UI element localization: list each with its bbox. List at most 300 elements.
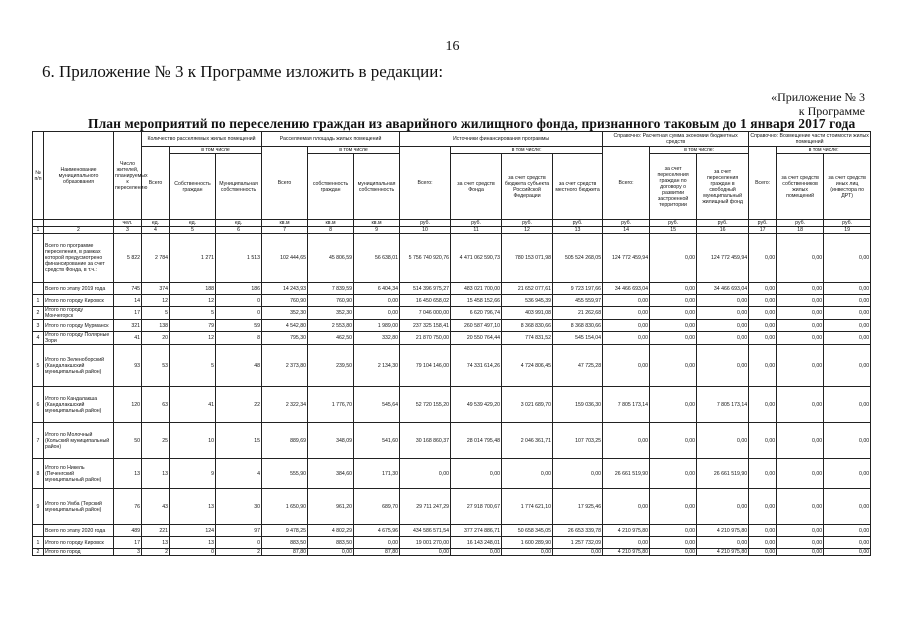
- value-cell: 93: [114, 345, 142, 387]
- value-cell: 374: [142, 283, 170, 295]
- value-cell: 0,00: [650, 387, 697, 423]
- value-cell: 26 661 519,90: [697, 459, 749, 489]
- value-cell: 13: [170, 537, 216, 549]
- value-cell: 0,00: [777, 459, 824, 489]
- table-row: [33, 345, 871, 387]
- column-number: 14: [603, 227, 650, 234]
- value-cell: 0,00: [824, 345, 871, 387]
- table-row: [33, 295, 871, 307]
- value-cell: 4 471 062 590,73: [451, 234, 502, 283]
- table-header: [33, 132, 871, 234]
- municipality-name: Всего по этапу 2019 года: [44, 283, 114, 295]
- value-cell: 0,00: [749, 549, 777, 556]
- value-cell: 0,00: [777, 320, 824, 332]
- value-cell: 0,00: [777, 295, 824, 307]
- table-row: [33, 549, 871, 556]
- value-cell: 0,00: [749, 525, 777, 537]
- value-cell: 15: [216, 423, 262, 459]
- header-area-incl: в том числе: [308, 147, 400, 154]
- value-cell: 14: [114, 295, 142, 307]
- table-row: [33, 387, 871, 423]
- municipality-name: Итого по Молочный (Кольский муниципальный район): [44, 423, 114, 459]
- column-numbers-row: [33, 227, 871, 234]
- value-cell: 0,00: [650, 537, 697, 549]
- value-cell: 4: [216, 459, 262, 489]
- value-cell: 5: [170, 345, 216, 387]
- unit-cell: ед.: [142, 220, 170, 227]
- value-cell: 403 991,08: [502, 307, 553, 320]
- value-cell: 59: [216, 320, 262, 332]
- value-cell: 4 210 975,80: [697, 549, 749, 556]
- value-cell: 0,00: [824, 423, 871, 459]
- column-number: 11: [451, 227, 502, 234]
- row-number: 6: [33, 387, 44, 423]
- value-cell: 2 322,34: [262, 387, 308, 423]
- value-cell: 780 153 071,98: [502, 234, 553, 283]
- value-cell: 239,50: [308, 345, 354, 387]
- municipality-name: Итого по городу Кировск: [44, 295, 114, 307]
- value-cell: 171,30: [354, 459, 400, 489]
- value-cell: 5 756 740 920,76: [400, 234, 451, 283]
- value-cell: 745: [114, 283, 142, 295]
- value-cell: 50 658 345,05: [502, 525, 553, 537]
- value-cell: 1 600 289,90: [502, 537, 553, 549]
- value-cell: 0,00: [650, 423, 697, 459]
- municipality-name: Итого по Зеленоборский (Кандалакшский муниципальный район): [44, 345, 114, 387]
- value-cell: 0,00: [777, 332, 824, 345]
- header-refund-other: за счет средств иных лиц (инвестора по ДРТ): [824, 154, 871, 220]
- header-savings-incl: в том числе:: [650, 147, 749, 154]
- annex-reference: [771, 90, 865, 118]
- value-cell: 13: [170, 489, 216, 525]
- column-number: 12: [502, 227, 553, 234]
- unit-cell: [33, 220, 44, 227]
- row-number: 8: [33, 459, 44, 489]
- annex-line-1: «Приложение № 3: [771, 90, 865, 104]
- value-cell: 17 925,46: [553, 489, 603, 525]
- value-cell: 52 720 155,20: [400, 387, 451, 423]
- value-cell: 2: [142, 549, 170, 556]
- value-cell: 0,00: [603, 295, 650, 307]
- value-cell: 0,00: [650, 549, 697, 556]
- unit-cell: кв.м: [308, 220, 354, 227]
- unit-cell: руб.: [502, 220, 553, 227]
- value-cell: 0,00: [824, 537, 871, 549]
- row-number: 9: [33, 489, 44, 525]
- value-cell: 961,20: [308, 489, 354, 525]
- value-cell: 0,00: [650, 345, 697, 387]
- column-number: 5: [170, 227, 216, 234]
- value-cell: 8 368 830,66: [502, 320, 553, 332]
- header-refund-group: Справочно: Возмещение части стоимости жилых помещений: [750, 133, 869, 145]
- value-cell: 5 822: [114, 234, 142, 283]
- value-cell: 4 802,29: [308, 525, 354, 537]
- column-number: 9: [354, 227, 400, 234]
- value-cell: 0,00: [400, 459, 451, 489]
- value-cell: 34 466 693,04: [697, 283, 749, 295]
- value-cell: 87,80: [354, 549, 400, 556]
- value-cell: 462,50: [308, 332, 354, 345]
- value-cell: 49 539 429,20: [451, 387, 502, 423]
- value-cell: 74 331 614,26: [451, 345, 502, 387]
- row-number: 7: [33, 423, 44, 459]
- value-cell: 8: [216, 332, 262, 345]
- value-cell: 377 274 886,71: [451, 525, 502, 537]
- column-number: 17: [749, 227, 777, 234]
- value-cell: 0: [216, 537, 262, 549]
- value-cell: 53: [142, 345, 170, 387]
- value-cell: 4 675,96: [354, 525, 400, 537]
- value-cell: 45 806,59: [308, 234, 354, 283]
- header-fund: за счет средств Фонда: [451, 154, 502, 220]
- value-cell: 541,60: [354, 423, 400, 459]
- header-name: Наименование муниципального образования: [44, 132, 114, 220]
- value-cell: 0,00: [697, 489, 749, 525]
- value-cell: 15 458 152,66: [451, 295, 502, 307]
- value-cell: 0,00: [308, 549, 354, 556]
- value-cell: 0,00: [824, 459, 871, 489]
- value-cell: 0,00: [553, 459, 603, 489]
- unit-cell: [44, 220, 114, 227]
- value-cell: 7 805 173,14: [697, 387, 749, 423]
- value-cell: 489: [114, 525, 142, 537]
- value-cell: 20 550 764,44: [451, 332, 502, 345]
- column-number: 18: [777, 227, 824, 234]
- value-cell: 545,64: [354, 387, 400, 423]
- column-number: 7: [262, 227, 308, 234]
- header-sources-total: Всего:: [400, 147, 451, 220]
- value-cell: 0,00: [354, 295, 400, 307]
- value-cell: 0,00: [749, 459, 777, 489]
- column-number: 2: [44, 227, 114, 234]
- value-cell: 97: [216, 525, 262, 537]
- value-cell: 0,00: [354, 537, 400, 549]
- value-cell: 19 001 270,00: [400, 537, 451, 549]
- value-cell: 76: [114, 489, 142, 525]
- value-cell: 514 396 975,27: [400, 283, 451, 295]
- value-cell: 0,00: [650, 234, 697, 283]
- value-cell: 0,00: [502, 459, 553, 489]
- value-cell: 2 373,80: [262, 345, 308, 387]
- value-cell: 30: [216, 489, 262, 525]
- value-cell: 48: [216, 345, 262, 387]
- value-cell: 0,00: [824, 295, 871, 307]
- value-cell: 0,00: [749, 295, 777, 307]
- value-cell: 124 772 459,94: [603, 234, 650, 283]
- value-cell: 2 784: [142, 234, 170, 283]
- municipality-name: Итого по Никель (Печенгский муниципальный район): [44, 459, 114, 489]
- value-cell: 56 638,01: [354, 234, 400, 283]
- value-cell: 0,00: [777, 549, 824, 556]
- value-cell: 0,00: [824, 525, 871, 537]
- value-cell: 13: [142, 537, 170, 549]
- value-cell: 0,00: [603, 345, 650, 387]
- value-cell: 260 587 497,10: [451, 320, 502, 332]
- value-cell: 0,00: [354, 307, 400, 320]
- header-own-citizens: Собственность граждан: [170, 154, 216, 220]
- value-cell: 34 466 693,04: [603, 283, 650, 295]
- table-row: [33, 537, 871, 549]
- value-cell: 0,00: [749, 489, 777, 525]
- value-cell: 332,80: [354, 332, 400, 345]
- value-cell: 0,00: [502, 549, 553, 556]
- value-cell: 0,00: [777, 489, 824, 525]
- unit-cell: руб.: [650, 220, 697, 227]
- value-cell: 16 450 658,02: [400, 295, 451, 307]
- value-cell: 0,00: [749, 320, 777, 332]
- value-cell: 6 404,34: [354, 283, 400, 295]
- value-cell: 0,00: [777, 525, 824, 537]
- value-cell: 107 703,25: [553, 423, 603, 459]
- row-number: 2: [33, 549, 44, 556]
- value-cell: 14 243,93: [262, 283, 308, 295]
- value-cell: 0,00: [697, 537, 749, 549]
- unit-cell: ед.: [170, 220, 216, 227]
- value-cell: 4 210 975,80: [603, 549, 650, 556]
- unit-cell: руб.: [777, 220, 824, 227]
- table-row: [33, 332, 871, 345]
- value-cell: 5: [170, 307, 216, 320]
- row-number: 5: [33, 345, 44, 387]
- value-cell: 41: [170, 387, 216, 423]
- table-row: [33, 525, 871, 537]
- section-heading: 6. Приложение № 3 к Программе изложить в редакции:: [42, 62, 444, 81]
- value-cell: 21 652 077,61: [502, 283, 553, 295]
- value-cell: 352,30: [262, 307, 308, 320]
- unit-cell: руб.: [603, 220, 650, 227]
- value-cell: 0,00: [650, 295, 697, 307]
- value-cell: 159 036,30: [553, 387, 603, 423]
- value-cell: 483 021 700,00: [451, 283, 502, 295]
- value-cell: 237 325 158,41: [400, 320, 451, 332]
- value-cell: 7 839,59: [308, 283, 354, 295]
- header-savings-contract: за счет переселения граждан по договору о развитии застроенной территории: [650, 154, 697, 220]
- value-cell: 13: [114, 459, 142, 489]
- value-cell: 17: [114, 537, 142, 549]
- value-cell: 2 553,80: [308, 320, 354, 332]
- value-cell: 5: [142, 307, 170, 320]
- value-cell: 120: [114, 387, 142, 423]
- header-area-group: Расселяемая площадь жилых помещений: [262, 132, 400, 147]
- value-cell: 0,00: [824, 387, 871, 423]
- column-number: 10: [400, 227, 451, 234]
- value-cell: 1 774 621,10: [502, 489, 553, 525]
- value-cell: 26 653 339,78: [553, 525, 603, 537]
- value-cell: 889,69: [262, 423, 308, 459]
- value-cell: 0,00: [451, 459, 502, 489]
- value-cell: 0: [216, 295, 262, 307]
- column-number: 1: [33, 227, 44, 234]
- value-cell: 545 154,04: [553, 332, 603, 345]
- header-residents: Число жителей, планируемых к переселению: [114, 132, 142, 220]
- value-cell: 0,00: [697, 423, 749, 459]
- value-cell: 27 918 700,67: [451, 489, 502, 525]
- value-cell: 124: [170, 525, 216, 537]
- column-number: 4: [142, 227, 170, 234]
- value-cell: 883,50: [262, 537, 308, 549]
- value-cell: 87,80: [262, 549, 308, 556]
- value-cell: 3 021 689,70: [502, 387, 553, 423]
- table-row: [33, 423, 871, 459]
- value-cell: 0,00: [650, 489, 697, 525]
- value-cell: 0,00: [400, 549, 451, 556]
- unit-cell: ед.: [216, 220, 262, 227]
- value-cell: 689,70: [354, 489, 400, 525]
- header-local: за счет средств местного бюджета: [553, 154, 603, 220]
- header-savings-total: Всего:: [603, 147, 650, 220]
- column-number: 16: [697, 227, 749, 234]
- header-area-total: Всего: [262, 147, 308, 220]
- column-number: 13: [553, 227, 603, 234]
- value-cell: 20: [142, 332, 170, 345]
- value-cell: 186: [216, 283, 262, 295]
- value-cell: 384,60: [308, 459, 354, 489]
- value-cell: 3: [114, 549, 142, 556]
- resettlement-plan-table: [32, 131, 871, 556]
- header-refund-owners: за счет средств собственников жилых помещений: [777, 154, 824, 220]
- value-cell: 0,00: [777, 537, 824, 549]
- value-cell: 2 134,30: [354, 345, 400, 387]
- value-cell: 17: [114, 307, 142, 320]
- municipality-name: Итого по Умба (Терский муниципальный район): [44, 489, 114, 525]
- value-cell: 0,00: [650, 459, 697, 489]
- value-cell: 455 559,97: [553, 295, 603, 307]
- annex-line-2: к Программе: [798, 104, 865, 118]
- value-cell: 221: [142, 525, 170, 537]
- value-cell: 79 104 146,00: [400, 345, 451, 387]
- value-cell: 0,00: [777, 234, 824, 283]
- table-row: [33, 234, 871, 283]
- header-area-municipal: муниципальная собственность: [354, 154, 400, 220]
- value-cell: 0,00: [603, 320, 650, 332]
- value-cell: 0,00: [749, 283, 777, 295]
- unit-cell: руб.: [749, 220, 777, 227]
- value-cell: 26 661 519,90: [603, 459, 650, 489]
- column-number: 6: [216, 227, 262, 234]
- value-cell: 0,00: [553, 549, 603, 556]
- header-refund-total: Всего:: [749, 147, 777, 220]
- table-row: [33, 307, 871, 320]
- unit-cell: руб.: [553, 220, 603, 227]
- unit-cell: руб.: [451, 220, 502, 227]
- value-cell: 50: [114, 423, 142, 459]
- value-cell: 22: [216, 387, 262, 423]
- municipality-name: Итого по городу Мурманск: [44, 320, 114, 332]
- header-num: № п/п: [33, 132, 44, 220]
- value-cell: 0,00: [777, 307, 824, 320]
- value-cell: 0,00: [451, 549, 502, 556]
- table-body: [33, 234, 871, 556]
- value-cell: 0,00: [824, 549, 871, 556]
- value-cell: 0,00: [603, 307, 650, 320]
- value-cell: 1 989,00: [354, 320, 400, 332]
- value-cell: 13: [142, 459, 170, 489]
- unit-cell: чел.: [114, 220, 142, 227]
- municipality-name: Итого по городу Полярные Зори: [44, 332, 114, 345]
- unit-cell: руб.: [400, 220, 451, 227]
- value-cell: 0,00: [697, 295, 749, 307]
- value-cell: 79: [170, 320, 216, 332]
- value-cell: 4 724 806,45: [502, 345, 553, 387]
- value-cell: 0,00: [749, 345, 777, 387]
- value-cell: 0,00: [749, 332, 777, 345]
- value-cell: 0,00: [777, 423, 824, 459]
- unit-cell: руб.: [824, 220, 871, 227]
- value-cell: 774 831,52: [502, 332, 553, 345]
- table-row: [33, 320, 871, 332]
- row-number: 1: [33, 537, 44, 549]
- column-number: 15: [650, 227, 697, 234]
- column-number: 8: [308, 227, 354, 234]
- value-cell: 0,00: [697, 345, 749, 387]
- value-cell: 7 046 000,00: [400, 307, 451, 320]
- value-cell: 12: [170, 295, 216, 307]
- value-cell: 28 014 795,48: [451, 423, 502, 459]
- value-cell: 555,90: [262, 459, 308, 489]
- value-cell: 352,30: [308, 307, 354, 320]
- value-cell: 760,90: [262, 295, 308, 307]
- value-cell: 0: [216, 307, 262, 320]
- value-cell: 0,00: [824, 307, 871, 320]
- value-cell: 0,00: [749, 234, 777, 283]
- units-row: [33, 220, 871, 227]
- value-cell: 30 168 860,37: [400, 423, 451, 459]
- value-cell: 1 257 732,09: [553, 537, 603, 549]
- value-cell: 0,00: [777, 387, 824, 423]
- value-cell: 7 805 173,14: [603, 387, 650, 423]
- plan-title: План мероприятий по переселению граждан из аварийного жилищного фонда, признанного таковым до 1 января 2017 года: [88, 116, 856, 131]
- value-cell: 47 725,28: [553, 345, 603, 387]
- value-cell: 12: [170, 332, 216, 345]
- value-cell: 0,00: [650, 525, 697, 537]
- value-cell: 10: [170, 423, 216, 459]
- value-cell: 41: [114, 332, 142, 345]
- value-cell: 0,00: [603, 489, 650, 525]
- table-row: [33, 489, 871, 525]
- value-cell: 0,00: [824, 489, 871, 525]
- value-cell: 1 513: [216, 234, 262, 283]
- value-cell: 8 368 830,66: [553, 320, 603, 332]
- value-cell: 63: [142, 387, 170, 423]
- municipality-name: Итого по город: [44, 549, 114, 556]
- value-cell: 16 143 248,01: [451, 537, 502, 549]
- value-cell: 0,00: [777, 283, 824, 295]
- value-cell: 0,00: [650, 307, 697, 320]
- value-cell: 0,00: [603, 537, 650, 549]
- value-cell: 0,00: [749, 387, 777, 423]
- header-subject: за счет средств бюджета субъекта Российской Федерации: [502, 154, 553, 220]
- value-cell: 0,00: [697, 307, 749, 320]
- row-number: 2: [33, 307, 44, 320]
- value-cell: 348,09: [308, 423, 354, 459]
- value-cell: 1 271: [170, 234, 216, 283]
- value-cell: 4 210 975,80: [697, 525, 749, 537]
- row-number: [33, 525, 44, 537]
- table-row: [33, 459, 871, 489]
- value-cell: 25: [142, 423, 170, 459]
- column-number: 3: [114, 227, 142, 234]
- municipality-name: Итого по городу Мончегорск: [44, 307, 114, 320]
- value-cell: 1 776,70: [308, 387, 354, 423]
- value-cell: 2: [216, 549, 262, 556]
- value-cell: 21 870 750,00: [400, 332, 451, 345]
- municipality-name: Итого по городу Кировск: [44, 537, 114, 549]
- value-cell: 43: [142, 489, 170, 525]
- value-cell: 188: [170, 283, 216, 295]
- unit-cell: кв.м: [262, 220, 308, 227]
- value-cell: 9 478,25: [262, 525, 308, 537]
- value-cell: 434 586 571,54: [400, 525, 451, 537]
